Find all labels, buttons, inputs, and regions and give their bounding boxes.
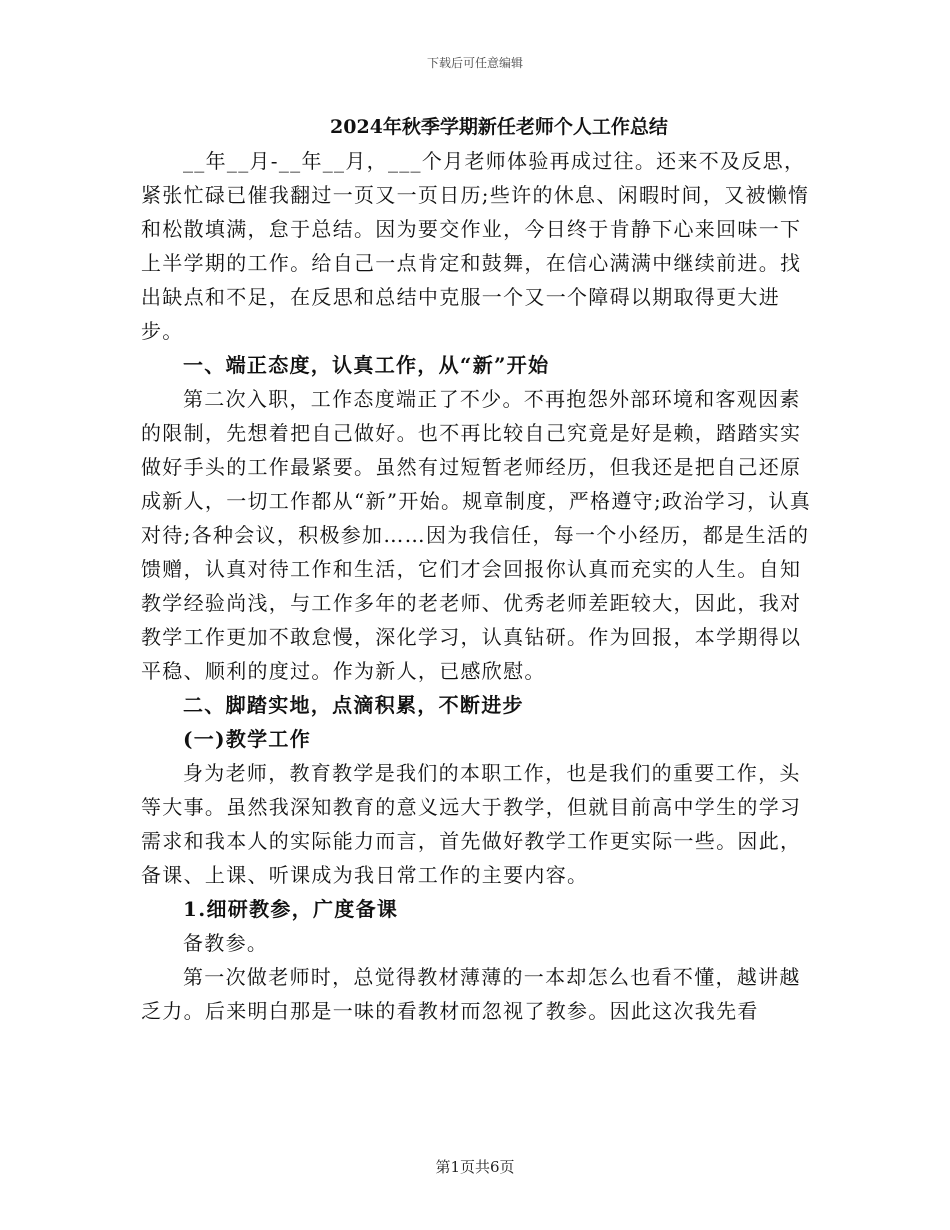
paragraph-prep-label: 备教参。 — [183, 931, 269, 955]
document-title: 2024年秋季学期新任老师个人工作总结 — [330, 116, 668, 138]
paragraph-intro: __年__月-__年__月，___个月老师体验再成过往。还来不及反思，紧张忙碌已催我翻过一页又一页日历;些许的休息、闲暇时间，又被懒惰和松散填满，怠于总结。因为要交作业，今日终于肯静下心来回味一下上半学期的工作。给自己一点肯定和鼓舞，在信心满满中继续前进。找出缺点和不足，在反思和总结中克服一个又一个障碍以期取得更大进步。 — [141, 149, 810, 343]
page-header: 下载后可任意编辑 — [426, 56, 523, 70]
paragraph-attitude: 第二次入职，工作态度端正了不少。不再抱怨外部环境和客观因素的限制，先想着把自己做好。也不再比较自己究竟是好是赖，踏踏实实做好手头的工作最紧要。虽然有过短暂老师经历，但我还是把自己还原成新人，一切工作都从“新”开始。规章制度，严格遵守;政治学习，认真对待;各种会议，积极参加……因为我信任，每一个小经历，都是生活的馈赠，认真对待工作和生活，它们才会回报你认真而充实的人生。自知教学经验尚浅，与工作多年的老老师、优秀老师差距较大，因此，我对教学工作更加不敢怠慢，深化学习，认真钻研。作为回报，本学期得以平稳、顺利的度过。作为新人，已感欣慰。 — [141, 387, 812, 683]
section-heading-1: 一、端正态度，认真工作，从“新”开始 — [183, 353, 550, 377]
section-heading-2: 二、脚踏实地，点滴积累，不断进步 — [183, 693, 524, 717]
subsection-heading-prep: 1.细研教参，广度备课 — [183, 897, 399, 921]
paragraph-teaching: 身为老师，教育教学是我们的本职工作，也是我们的重要工作，头等大事。虽然我深知教育的意义远大于教学，但就目前高中学生的学习需求和我本人的实际能力而言，首先做好教学工作更实际一些。因此，备课、上课、听课成为我日常工作的主要内容。 — [141, 761, 802, 887]
document-body — [141, 112, 817, 1028]
paragraph-prep: 第一次做老师时，总觉得教材薄薄的一本却怎么也看不懂，越讲越乏力。后来明白那是一味的看教材而忽视了教参。因此这次我先看 — [141, 965, 801, 1023]
subsection-heading-teaching: (一)教学工作 — [183, 727, 312, 751]
page-footer: 第1页共6页 — [435, 1158, 515, 1176]
